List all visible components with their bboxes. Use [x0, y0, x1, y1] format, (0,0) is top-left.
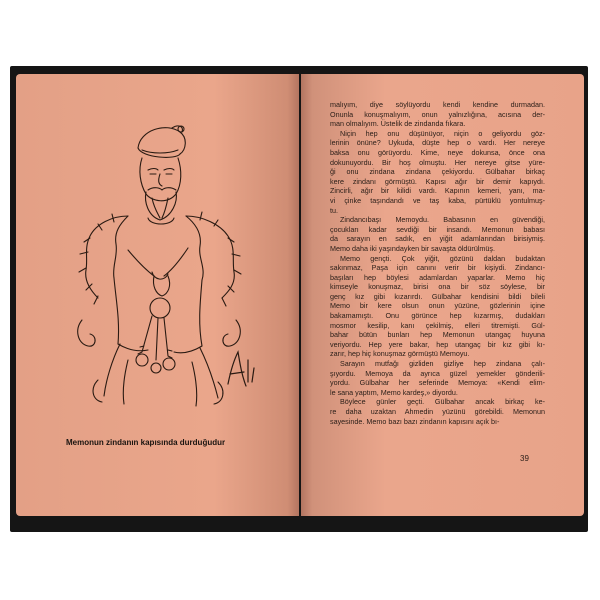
text-line: kere zindanı görmüştü. Kapısı ağır bir demir kapıydı. [330, 176, 545, 186]
text-line: şıyordu. Memoya da ayrıca güzel yemekler gönderili- [330, 368, 545, 378]
paragraph [330, 359, 545, 397]
text-line: Onunla konuşmalıyım, onun yalnızlığına, acısına der- [330, 109, 545, 119]
paragraph [330, 397, 545, 426]
paragraph [330, 215, 545, 253]
text-line: tu. [330, 205, 338, 215]
text-line: veriyordu. Hep yere bakar, hep utangaç bir kız gibi kı- [330, 339, 545, 349]
text-line: zarır, hep hiç konuşmaz görmüştü Memoyu. [330, 349, 470, 359]
text-line: bakamamıştı. Onu görünce hep kızarmış, dudakları [330, 311, 545, 321]
text-line: sayesinde. Memo bazı bazı zindanın kapısını açık bı- [330, 416, 500, 426]
page-number: 39 [520, 454, 529, 463]
paragraph [330, 254, 545, 360]
text-line: da sarayın en sadık, en yiğit adamlarından birisiymiş. [330, 234, 545, 244]
text-line: malıyım, diye söylüyordu kendi kendine durmadan. [330, 100, 545, 109]
paragraph [330, 100, 545, 129]
text-line: Niçin hep onu düşünüyor, niçin o geliyordu göz- [340, 128, 545, 138]
paragraph [330, 129, 545, 215]
illustration-caption: Memonun zindanın kapısında durduğudur [66, 438, 226, 447]
text-line: ği onu zindana zindana çekiyordu. Gülbahar birkaç [330, 167, 545, 177]
text-line: Böylece günler geçti. Gülbahar ancak birkaç ke- [340, 397, 545, 407]
text-line: baksa onu görüyordu. Kime, neye dokunsa, önce ona [330, 147, 545, 157]
text-line: genç kız gibi kızarırdı. Gülbahar kendisini bildi bileli [330, 291, 545, 301]
text-line: sakınmaz, Paşa için canını verir bir kişiydi. Zindancı- [330, 263, 545, 273]
text-line: vi çinke taşındandı ve taş kaba, pürtüklü yontulmuş- [330, 195, 545, 205]
man-with-keys-illustration [68, 120, 258, 420]
text-line: bahar bütün bunları hep Memonun utangaç huyuna [330, 330, 545, 340]
body-text [330, 100, 545, 426]
text-line: kimseyle konuşmaz, birisi ona bir söz söylese, bir [330, 282, 545, 292]
text-line: Memo gençti. Çok yiğit, gözünü daldan budaktan [340, 253, 545, 263]
artist-signature [228, 352, 254, 386]
text-line: man olmalıyım. Üstelik de zindanda fıkara. [330, 119, 466, 129]
text-line: çocukları kadar sevdiği bir insandı. Memonun babası [330, 224, 545, 234]
text-line: Zindancıbaşı Memoydu. Babasının en güvendiği, [340, 215, 545, 225]
text-line: mosmor kesilip, kanı çekilmiş, elleri titremişti. Gül- [330, 320, 545, 330]
text-line: yordu. Gülbahar her seferinde Memoya: «Kendi elim- [330, 378, 545, 388]
text-line: lerinin önüne? Uykuda, düşte hep o vardı. Her nereye [330, 138, 545, 148]
text-line: başıları hep böylesi adamlardan yaparlar. Memo hiç [330, 272, 545, 282]
text-line: dokunuyordu. Bir hoş olmuştu. Her nereye gitse yüre- [330, 157, 545, 167]
text-line: Sarayın mutfağı gizliden gizliye hep zindana çalı- [340, 359, 545, 369]
text-line: le sana yaptım, Memo kardeş,» diyordu. [330, 387, 458, 397]
text-line: Zincirli, ağır bir kilidi vardı. Kapının kemeri, yanı, ma- [330, 186, 545, 196]
text-line: re daha uzaktan Ahmedin yüzünü görebildi. Memonun [330, 407, 545, 416]
text-line: Memo bir kere olsun onun yüzüne, gözlerinin içine [330, 301, 545, 311]
text-line: Memo daha iki yaşındayken bir savaşta öldürülmüş. [330, 243, 495, 253]
